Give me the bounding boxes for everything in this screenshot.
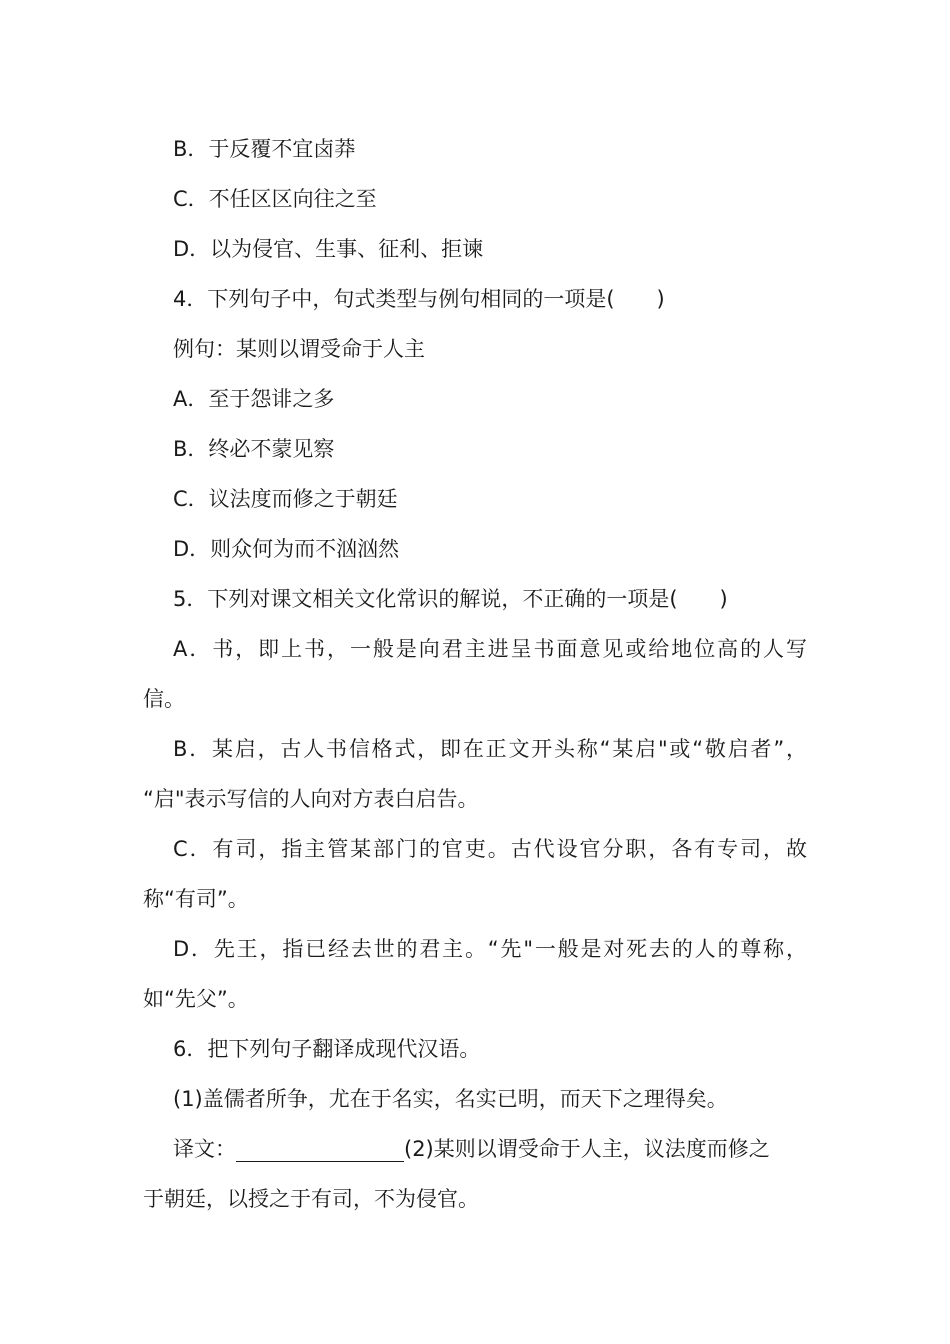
q6-answer-line (143, 1124, 807, 1174)
q5-option-c-line1: C．有司，指主管某部门的官吏。古代设官分职，各有专司，故 (173, 837, 807, 861)
document-page (143, 124, 807, 1224)
answer-blank[interactable] (236, 1133, 404, 1162)
q5-option-b (143, 724, 807, 824)
q3-option-c: C．不任区区向往之至 (173, 187, 377, 211)
q3-option-d: D．以为侵官、生事、征利、拒谏 (173, 237, 484, 261)
q4-stem: 4．下列句子中，句式类型与例句相同的一项是( ) (173, 287, 665, 311)
q6-sentence-1: (1)盖儒者所争，尤在于名实，名实已明，而天下之理得矣。 (173, 1087, 728, 1111)
q6-sentence-2-part1: (2)某则以谓受命于人主，议法度而修之 (404, 1137, 770, 1161)
q5-stem: 5．下列对课文相关文化常识的解说，不正确的一项是( ) (173, 587, 728, 611)
q5-option-c (143, 824, 807, 924)
q5-option-d-line1: D．先王，指已经去世的君主。“先"一般是对死去的人的尊称， (173, 937, 807, 961)
q5-option-d (143, 924, 807, 1024)
q4-option-b: B．终必不蒙见察 (173, 437, 335, 461)
q5-option-a-line1: A．书，即上书，一般是向君主进呈书面意见或给地位高的人写 (173, 637, 807, 661)
q5-option-c-line2: 称“有司”。 (143, 887, 249, 911)
q3-option-b: B．于反覆不宜卤莽 (173, 137, 356, 161)
q4-option-c: C．议法度而修之于朝廷 (173, 487, 398, 511)
q5-option-a-line2: 信。 (143, 687, 185, 711)
q4-example: 例句：某则以谓受命于人主 (173, 337, 425, 361)
q5-option-d-line2: 如“先父”。 (143, 987, 249, 1011)
q5-option-a (143, 624, 807, 724)
q5-option-b-line1: B．某启，古人书信格式，即在正文开头称“某启"或“敬启者”， (173, 737, 807, 761)
answer-label: 译文： (173, 1137, 236, 1161)
q4-option-d: D．则众何为而不汹汹然 (173, 537, 400, 561)
q5-option-b-line2: “启"表示写信的人向对方表白启告。 (143, 787, 479, 811)
q4-option-a: A．至于怨诽之多 (173, 387, 335, 411)
q6-sentence-2-part2: 于朝廷，以授之于有司，不为侵官。 (143, 1187, 479, 1211)
q6-stem: 6．把下列句子翻译成现代汉语。 (173, 1037, 481, 1061)
